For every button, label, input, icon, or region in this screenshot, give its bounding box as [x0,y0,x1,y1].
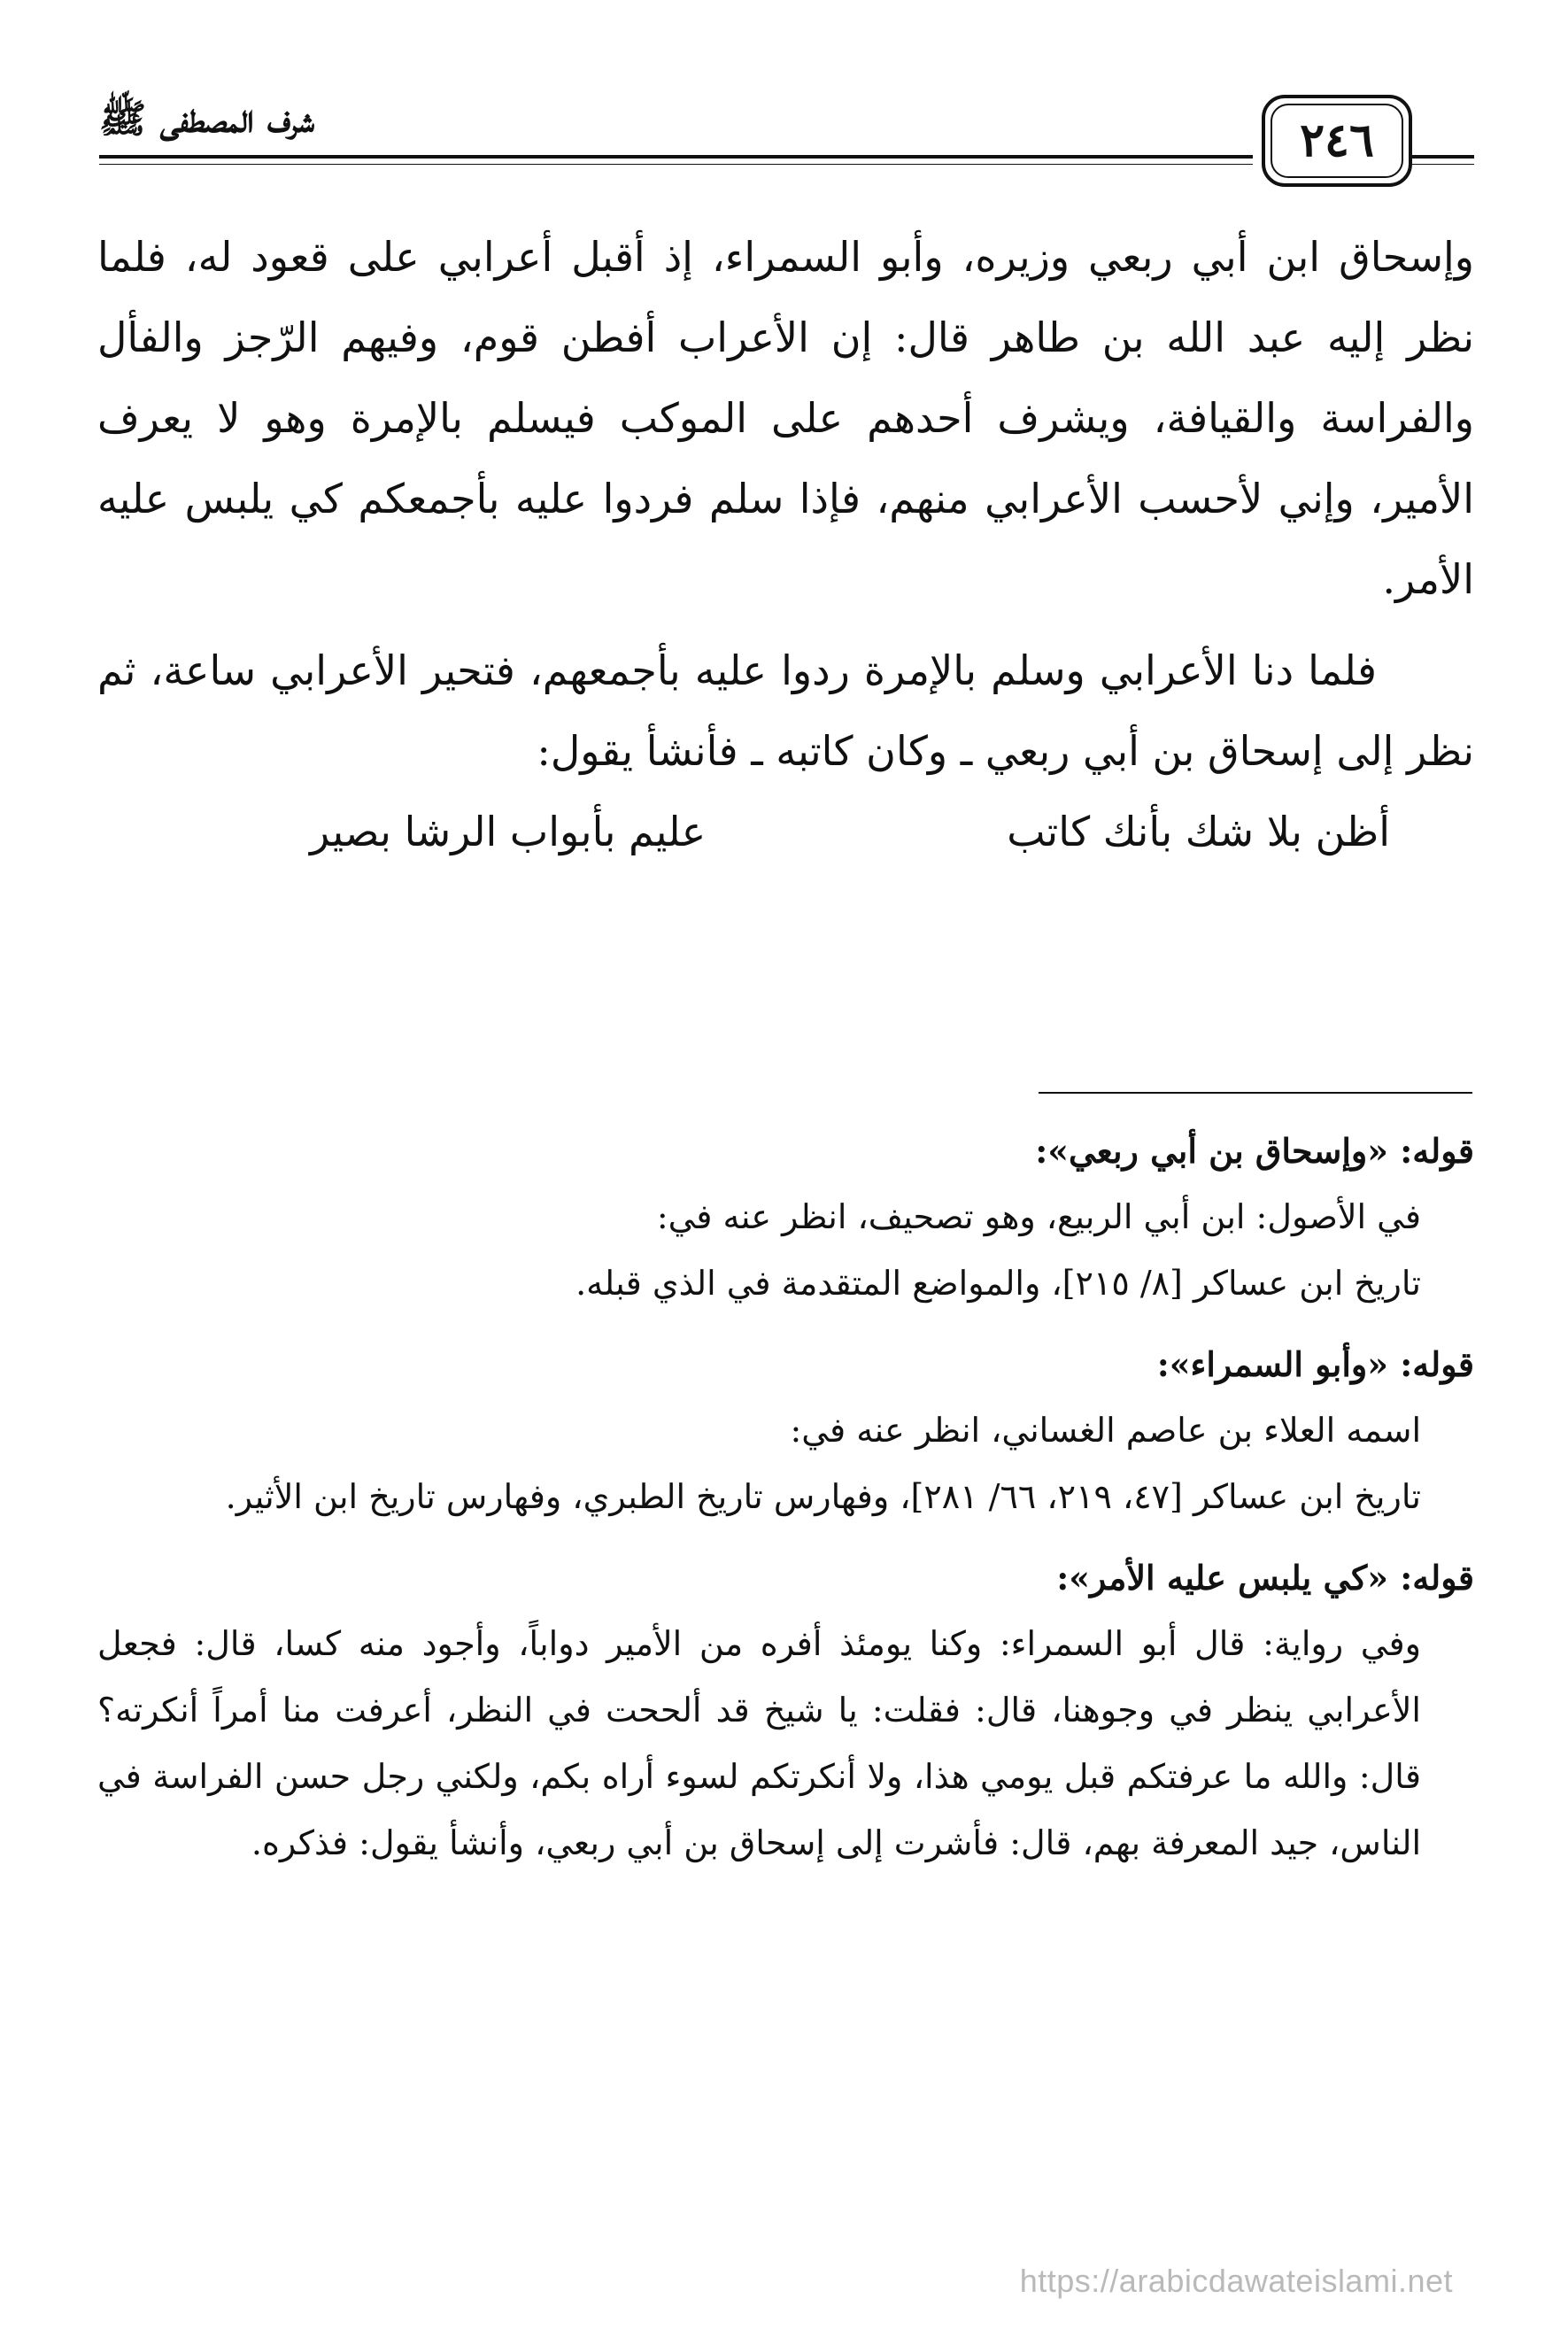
footnote-label: قوله: [1400,1558,1474,1598]
footnote-line: اسمه العلاء بن عاصم الغساني، انظر عنه في: [790,1411,1421,1450]
footnote-line: تاريخ ابن عساكر [٤٧، ٢١٩، ٦٦/ ٢٨١]، وفهارس تاريخ الطبري، وفهارس تاريخ ابن الأثير. [225,1477,1421,1516]
footnote-label: قوله: [1400,1131,1474,1171]
footnotes [97,1118,1474,1877]
paragraph-1: وإسحاق ابن أبي ربعي وزيره، وأبو السمراء، إذ أقبل أعرابي على قعود له، فلما نظر إليه عبد الله بن طاهر قال: إن الأعراب أفطن قوم، وفيهم الرّجز والفأل والفراسة والقيافة، ويشرف أحدهم على الموكب فيسلم بالإمرة وهو لا يعرف الأمير، وإني لأحسب الأعرابي منهم، فإذا سلم فردوا عليه بأجمعكم كي يلبس عليه الأمر. [97,233,1474,603]
footnote-quote: «وإسحاق بن أبي ربعي»: [1035,1131,1388,1171]
page-header [99,84,1474,190]
footnote-line: تاريخ ابن عساكر [٨/ ٢١٥]، والمواضع المتقدمة في الذي قبله. [575,1264,1421,1303]
running-title: شرف المصطفى ﷺ [99,97,315,142]
header-rule [99,155,1253,159]
footnote-separator [1039,1092,1472,1094]
main-text [97,217,1474,872]
watermark-url: https://arabicdawateislami.net [1019,2263,1453,2299]
header-rule-right-thin [1412,164,1474,165]
verse-hemistich-2: عليم بأبواب الرشا بصير [310,808,707,855]
footnote-heading [97,1331,1474,1397]
page-number: ٢٤٦ [1271,104,1403,178]
footnote-quote: «كي يلبس عليه الأمر»: [1056,1558,1388,1598]
footnote-heading [97,1118,1474,1184]
verse-hemistich-1: أظن بلا شك بأنك كاتب [1007,808,1390,855]
footnote-label: قوله: [1400,1344,1474,1384]
header-rule-right [1412,155,1474,159]
page-number-frame [1262,95,1412,187]
footnote-heading [97,1544,1474,1611]
footnote-quote: «وأبو السمراء»: [1156,1344,1388,1384]
footnote-line: وفي رواية: قال أبو السمراء: وكنا يومئذ أفره من الأمير دواباً، وأجود منه كسا، قال: فجعل الأعرابي ينظر في وجوهنا، قال: فقلت: يا شيخ قد ألححت في النظر، أعرفت منا أمراً أنكرته؟ قال: والله ما عرفتكم قبل يومي هذا، ولا أنكرتكم لسوء أراه بكم، ولكني رجل حسن الفراسة في الناس، جيد المعرفة بهم، قال: فأشرت إلى إسحاق بن أبي ربعي، وأنشأ يقول: فذكره. [97,1624,1421,1862]
poetry-verse [97,792,1474,872]
paragraph-2: فلما دنا الأعرابي وسلم بالإمرة ردوا عليه بأجمعهم، فتحير الأعرابي ساعة، ثم نظر إلى إسحاق بن أبي ربعي ـ وكان كاتبه ـ فأنشأ يقول: [97,646,1474,775]
footnote-3 [97,1544,1474,1877]
header-rule-thin [99,164,1253,165]
footnote-1 [97,1118,1474,1317]
footnote-2 [97,1331,1474,1530]
footnote-line: في الأصول: ابن أبي الربيع، وهو تصحيف، انظر عنه في: [656,1197,1421,1236]
